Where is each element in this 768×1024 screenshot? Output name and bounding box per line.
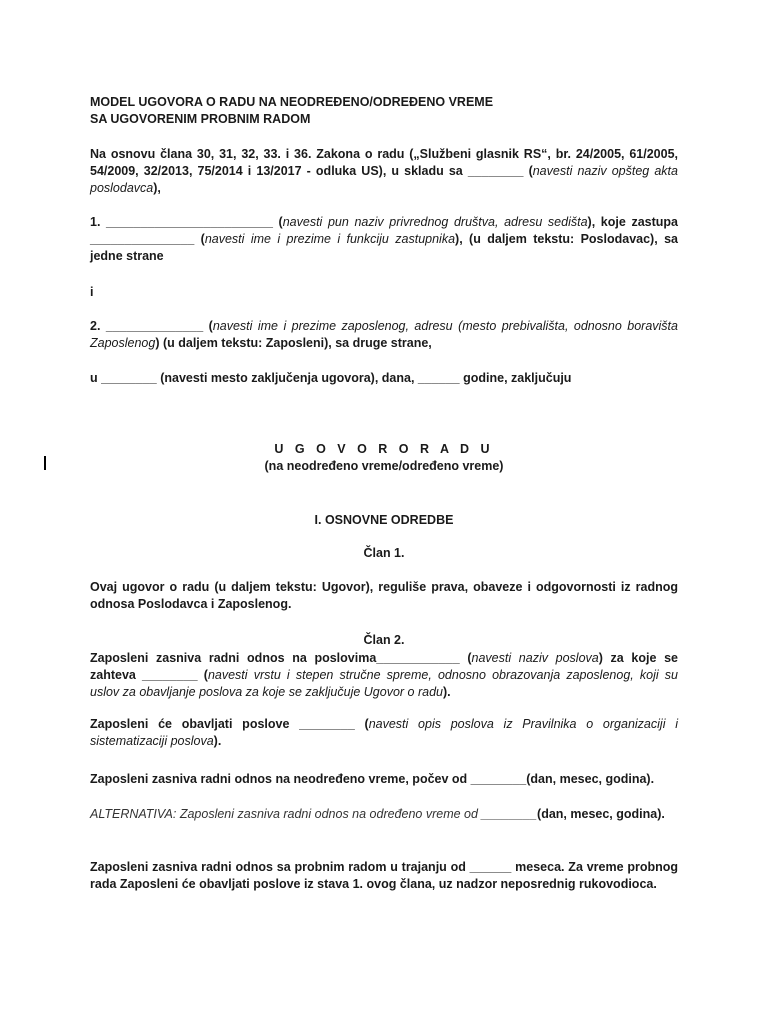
text-cursor — [44, 456, 46, 470]
a2p2-text: Zaposleni će obavljati poslove ________ ( — [90, 717, 369, 731]
document-title — [90, 94, 678, 128]
party-1-paragraph — [90, 214, 678, 265]
alternative-date: (dan, mesec, godina). — [537, 807, 665, 821]
a2p2-text-2: ). — [213, 734, 222, 748]
article-2-para-2 — [90, 716, 678, 750]
place-line: u ________ (navesti mesto zaključenja ugovora), dana, ______ godine, zaključuju — [90, 371, 572, 385]
party-1-text-2: ), koje zastupa _______________ ( — [90, 215, 678, 246]
article-2-heading: Član 2. — [363, 633, 405, 647]
party-2-text: 2. ______________ ( — [90, 319, 213, 333]
title-line-1: MODEL UGOVORA O RADU NA NEODREĐENO/ODREĐENO VREME — [90, 95, 494, 109]
a2p1-note: navesti naziv poslova — [471, 651, 599, 665]
article-2-para-5: Zaposleni zasniva radni odnos sa probnim radom u trajanju od ______ meseca. Za vreme probnog rada Zaposleni će obavljati poslove iz stava 1. ovog člana, uz nadzor neposrednig rukovodioca. — [90, 860, 678, 891]
intro-note: navesti naziv opšteg akta poslodavca — [90, 164, 678, 195]
party-2-text-2: ) (u daljem tekstu: Zaposleni), sa druge strane, — [155, 336, 432, 350]
party-1-text: 1. ________________________ ( — [90, 215, 283, 229]
a2p2-note: navesti opis poslova iz Pravilnika o organizaciji i sistematizaciji poslova — [90, 717, 678, 748]
intro-paragraph — [90, 146, 678, 197]
party-1-text-3: ), (u daljem tekstu: Poslodavac), sa jedne strane — [90, 232, 678, 263]
contract-subheading: (na neodređeno vreme/određeno vreme) — [264, 459, 504, 473]
article-2-para-1 — [90, 650, 678, 701]
title-line-2: SA UGOVORENIM PROBNIM RADOM — [90, 112, 311, 126]
party-2-note: navesti ime i prezime zaposlenog, adresu (mesto prebivališta, odnosno boravišta Zaposlenog — [90, 319, 678, 350]
alternative-text: ALTERNATIVA: Zaposleni zasniva radni odnos na određeno vreme od ________ — [90, 807, 538, 821]
a2p1-text-2: ) za koje se zahteva ________ ( — [90, 651, 678, 682]
a2p1-text: Zaposleni zasniva radni odnos na poslovima____________ ( — [90, 651, 472, 665]
section-1-heading: I. OSNOVNE ODREDBE — [314, 513, 454, 527]
intro-end: ), — [153, 181, 161, 195]
contract-heading: U G O V O R O R A D U — [274, 442, 494, 456]
party-1-note-2: navesti ime i prezime i funkciju zastupnika — [204, 232, 456, 246]
party-1-note: navesti pun naziv privrednog društva, adresu sedišta — [282, 215, 588, 229]
intro-text: Na osnovu člana 30, 31, 32, 33. i 36. Zakona o radu („Službeni glasnik RS“, br. 24/2005, 61/2005, 54/2009, 32/2013, 75/2014 i 13/2017 - odluka US), u skladu sa ________ ( — [90, 147, 678, 178]
article-2-alternative — [90, 806, 678, 823]
a2p1-text-3: ). — [442, 685, 451, 699]
conjunction: i — [90, 285, 94, 299]
party-2-paragraph — [90, 318, 678, 352]
a2p1-note-2: navesti vrstu i stepen stručne spreme, odnosno obrazovanja zaposlenog, koji su uslov za obavljanje poslova za koje se zaključuje Ugovor o radu — [90, 668, 678, 699]
article-2-para-3: Zaposleni zasniva radni odnos na neodređeno vreme, počev od ________(dan, mesec, godina). — [90, 772, 655, 786]
article-1-text: Ovaj ugovor o radu (u daljem tekstu: Ugovor), reguliše prava, obaveze i odgovornosti iz radnog odnosa Poslodavca i Zaposlenog. — [90, 580, 678, 611]
article-1-heading: Član 1. — [363, 546, 405, 560]
